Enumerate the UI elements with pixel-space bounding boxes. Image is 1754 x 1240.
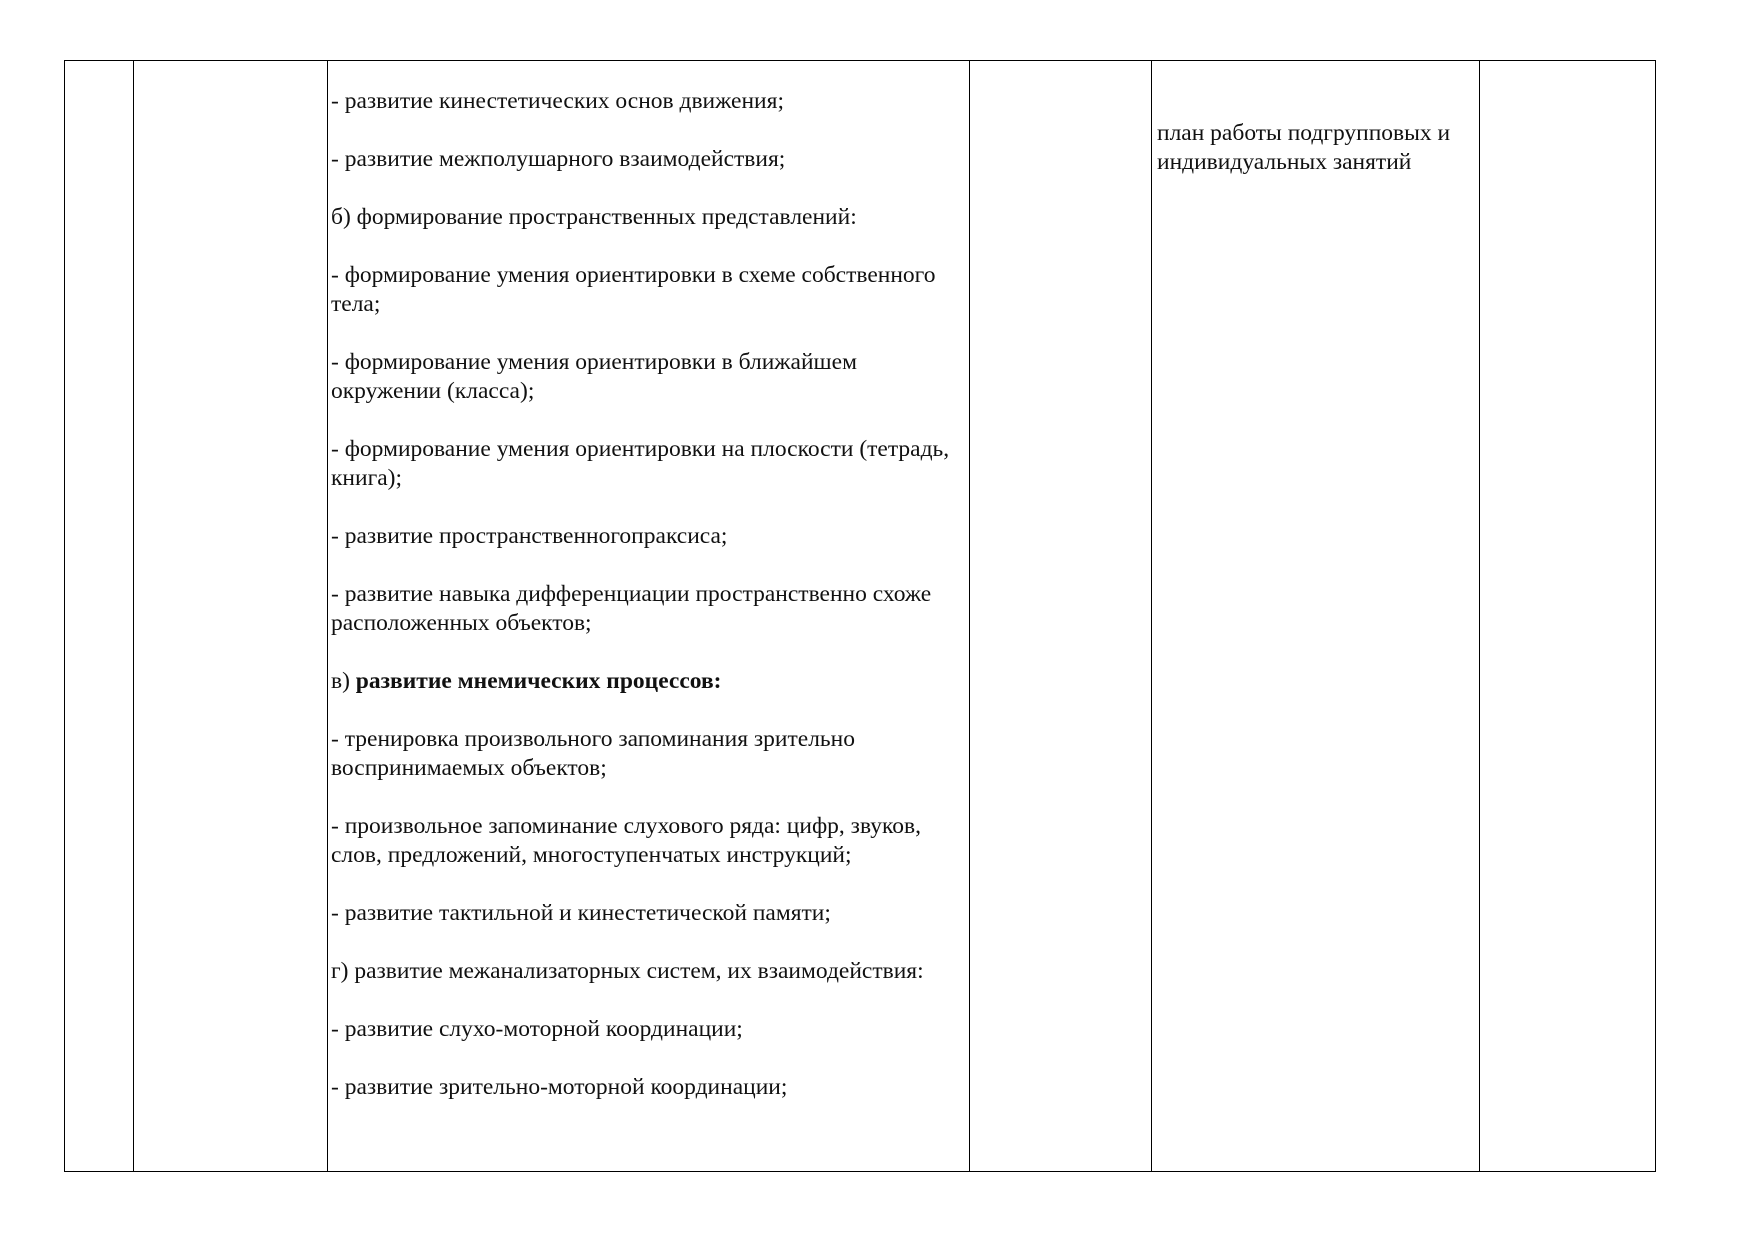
section-heading-text: развитие мнемических процессов: [355,668,722,694]
notes-text: план работы подгрупповых и индивидуальных занятий [1157,120,1451,175]
content-item: - формирование умения ориентировки в схеме собственного тела; [331,262,936,317]
section-heading [331,667,967,696]
column-divider [1479,61,1480,1171]
content-item: - развитие зрительно-моторной координации; [331,1074,788,1100]
content-item: - развитие кинестетических основ движения; [331,88,784,114]
column-divider [969,61,970,1171]
content-item: - тренировка произвольного запоминания зрительно воспринимаемых объектов; [331,726,855,781]
content-item: - развитие межполушарного взаимодействия; [331,146,786,172]
content-item: - формирование умения ориентировки на плоскости (тетрадь, книга); [331,436,950,491]
notes-cell [1157,119,1477,177]
content-cell [331,87,967,1171]
content-item: - развитие навыка дифференциации пространственно схоже расположенных объектов; [331,581,932,636]
content-item: - развитие слухо-моторной координации; [331,1016,743,1042]
column-divider [133,61,134,1171]
content-item: - произвольное запоминание слухового ряда: цифр, звуков, слов, предложений, многоступенчатых инструкций; [331,813,921,868]
content-item: - развитие тактильной и кинестетической памяти; [331,900,831,926]
section-heading: г) развитие межанализаторных систем, их взаимодействия: [331,958,924,984]
content-item: - формирование умения ориентировки в ближайшем окружении (класса); [331,349,857,404]
plan-table [64,60,1656,1172]
column-divider [1151,61,1152,1171]
content-item: - развитие пространственногопраксиса; [331,523,728,549]
section-heading-prefix: в) [331,668,356,694]
column-divider [327,61,328,1171]
section-heading: б) формирование пространственных представлений: [331,204,857,230]
